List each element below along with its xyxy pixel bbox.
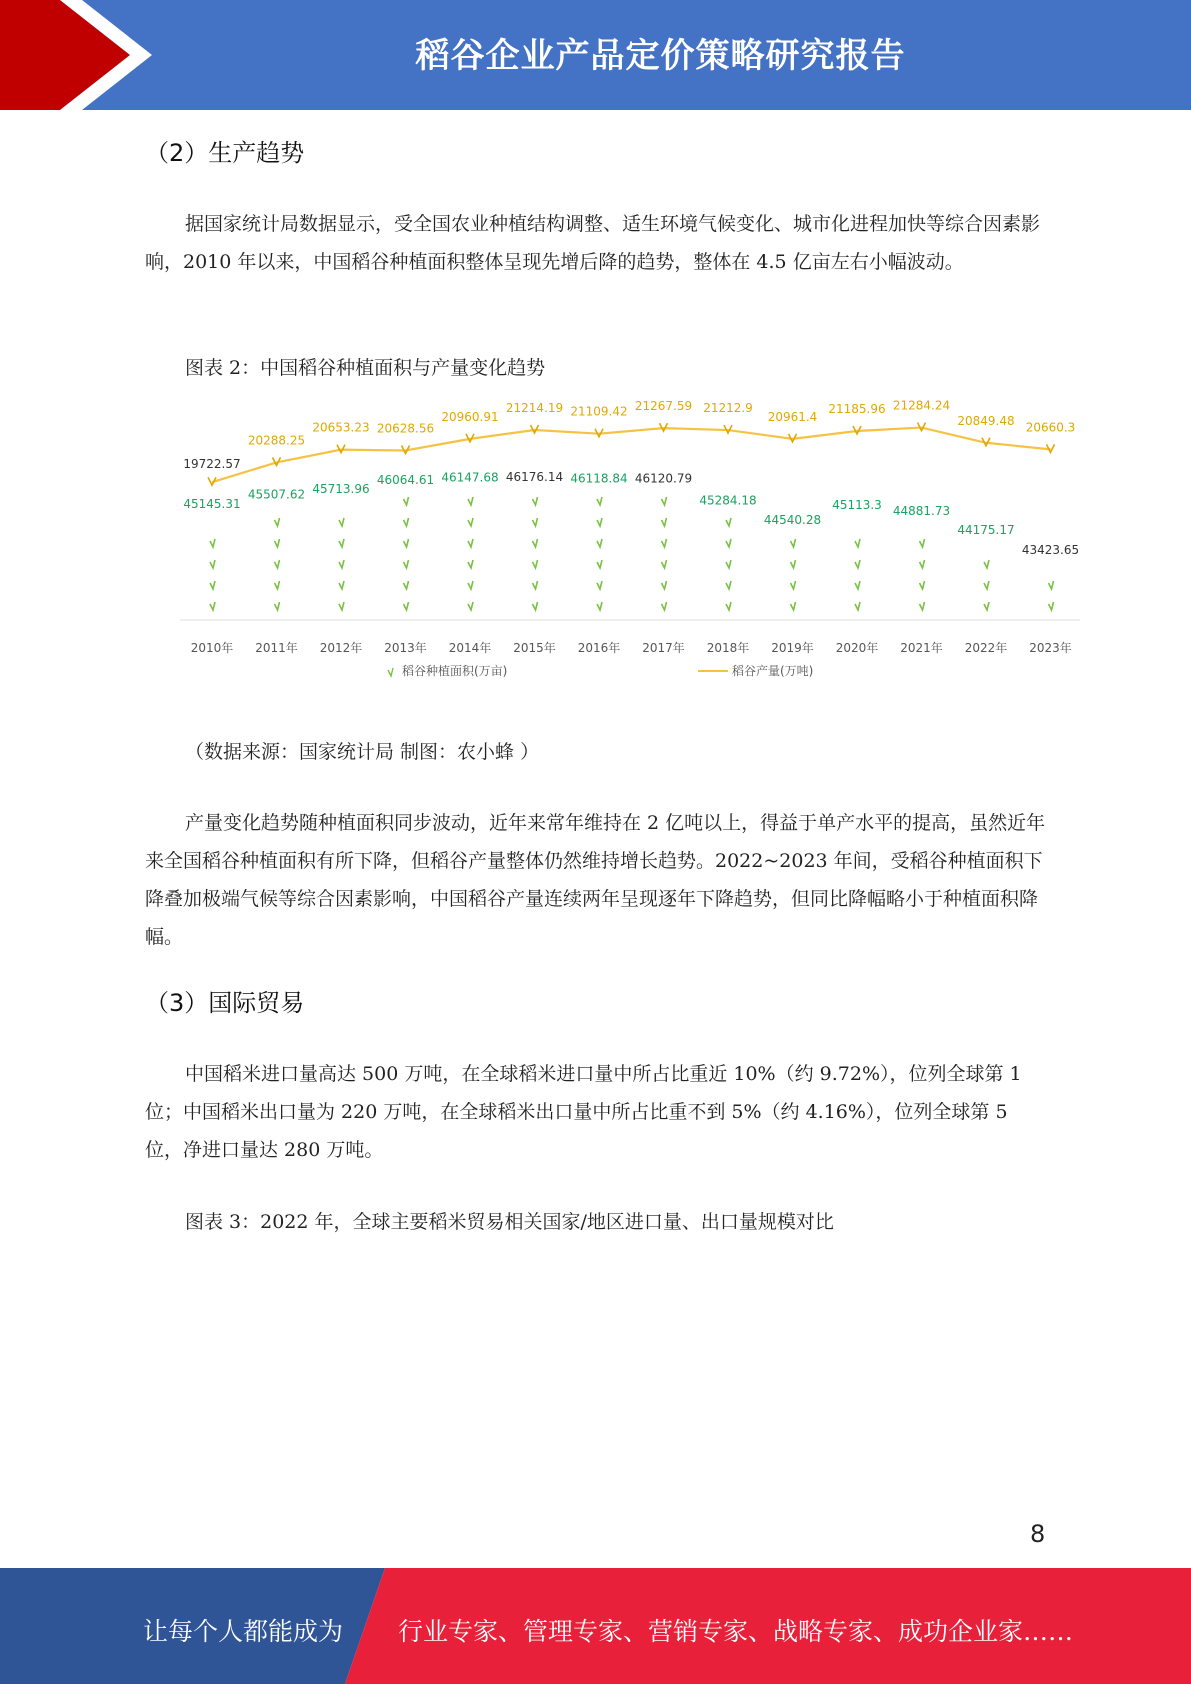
area-data-label: 45507.62 — [247, 487, 306, 502]
x-tick-label: 2013年 — [384, 641, 427, 655]
x-tick-label: 2015年 — [513, 641, 556, 655]
x-tick-label: 2010年 — [190, 641, 234, 655]
area-bar-mark — [662, 602, 667, 610]
area-data-label: 46120.79 — [634, 471, 693, 486]
x-tick-label: 2018年 — [706, 641, 750, 655]
area-data-label: 46176.14 — [505, 469, 564, 484]
production-data-label: 21185.96 — [828, 401, 886, 416]
x-tick-label: 2011年 — [255, 641, 298, 655]
production-series-line — [212, 428, 1051, 486]
x-tick-label: 2017年 — [642, 641, 685, 655]
area-bar-mark — [855, 602, 860, 610]
area-bar-mark — [210, 560, 215, 568]
production-data-label: 20288.25 — [247, 433, 306, 448]
production-data-label: 19722.57 — [183, 457, 241, 472]
area-bar-mark — [210, 539, 215, 547]
area-bar-mark — [662, 497, 667, 505]
area-bar-mark — [275, 560, 280, 568]
area-bar-mark — [920, 539, 925, 547]
area-bar-mark — [726, 539, 731, 547]
area-bar-mark — [855, 539, 860, 547]
production-data-label: 20628.56 — [376, 421, 435, 436]
area-data-label: 44175.17 — [957, 522, 1015, 537]
area-bar-mark — [1049, 602, 1054, 610]
x-tick-label: 2014年 — [448, 641, 492, 655]
area-bar-mark — [791, 539, 796, 547]
footer-slogan-left: 让每个人都能成为 — [143, 1617, 344, 1646]
production-data-label: 20960.91 — [441, 409, 499, 424]
production-data-label: 21214.19 — [505, 401, 564, 416]
area-bar-mark — [920, 560, 925, 568]
production-data-label: 21284.24 — [892, 400, 951, 413]
page-header — [0, 0, 1191, 110]
production-data-label: 20653.23 — [312, 420, 370, 435]
area-bar-mark — [597, 560, 602, 568]
area-bar-mark — [662, 518, 667, 526]
area-data-label: 45713.96 — [312, 482, 370, 497]
area-bar-mark — [468, 602, 473, 610]
production-data-label: 20961.4 — [767, 409, 818, 424]
area-bar-mark — [468, 539, 473, 547]
paragraph-output-trend: 产量变化趋势随种植面积同步波动，近年来常年维持在 2 亿吨以上，得益于单产水平的提高，虽然近年来全国稻谷种植面积有所下降，但稻谷产量整体仍然维持增长趋势。2022~2023 年间，受稻谷种植面积下降叠加极端气候等综合因素影响，中国稻谷产量连续两年呈现逐年下降趋势，但同比降幅略小于种植面积降幅。 — [145, 812, 1046, 948]
production-data-label: 20849.48 — [957, 413, 1015, 428]
area-bar-mark — [275, 518, 280, 526]
area-bar-mark — [791, 602, 796, 610]
area-bar-mark — [597, 602, 602, 610]
area-bar-mark — [855, 560, 860, 568]
area-bar-mark — [920, 602, 925, 610]
area-bar-mark — [468, 518, 473, 526]
figure-caption-2: 图表 2：中国稻谷种植面积与产量变化趋势 — [185, 357, 546, 379]
area-bar-mark — [597, 539, 602, 547]
x-tick-label: 2021年 — [900, 641, 943, 655]
area-data-label: 44881.73 — [892, 504, 951, 519]
area-data-label: 45145.31 — [183, 497, 241, 512]
area-bar-mark — [726, 560, 731, 568]
area-bar-mark — [726, 581, 731, 589]
area-bar-mark — [791, 560, 796, 568]
area-bar-mark — [533, 560, 538, 568]
area-bar-mark — [275, 539, 280, 547]
area-bar-mark — [533, 497, 538, 505]
area-bar-mark — [468, 581, 473, 589]
area-bar-mark — [662, 539, 667, 547]
area-bar-mark — [726, 518, 731, 526]
section-heading-international-trade: （3）国际贸易 — [145, 989, 305, 1017]
area-data-label: 43423.65 — [1021, 542, 1080, 557]
page-footer — [0, 1568, 1191, 1684]
area-bar-mark — [726, 602, 731, 610]
area-bar-mark — [791, 581, 796, 589]
area-bar-mark — [597, 581, 602, 589]
x-tick-label: 2016年 — [577, 641, 621, 655]
area-data-label: 44540.28 — [763, 513, 822, 528]
area-bar-mark — [1049, 581, 1054, 589]
production-data-label: 21109.42 — [570, 404, 628, 419]
area-bar-mark — [984, 560, 989, 568]
figure-caption-3: 图表 3：2022 年，全球主要稻米贸易相关国家/地区进口量、出口量规模对比 — [185, 1211, 834, 1233]
paragraph-production-intro: 据国家统计局数据显示，受全国农业种植结构调整、适生环境气候变化、城市化进程加快等综合因素影响，2010 年以来，中国稻谷种植面积整体呈现先增后降的趋势，整体在 4.5 亿亩左右小幅波动。 — [145, 213, 1041, 273]
area-bar-mark — [984, 581, 989, 589]
area-bar-mark — [597, 518, 602, 526]
x-tick-label: 2022年 — [964, 641, 1008, 655]
production-data-label: 21212.9 — [703, 401, 753, 416]
area-data-label: 45113.3 — [832, 498, 882, 513]
area-data-label: 46118.84 — [570, 471, 628, 486]
area-bar-mark — [468, 560, 473, 568]
area-bar-mark — [404, 539, 409, 547]
area-bar-mark — [339, 518, 344, 526]
x-tick-label: 2012年 — [319, 641, 363, 655]
area-bar-mark — [339, 602, 344, 610]
area-bar-mark — [533, 518, 538, 526]
legend-production-label: 稻谷产量(万吨) — [732, 664, 814, 678]
area-bar-mark — [984, 602, 989, 610]
area-bar-mark — [855, 581, 860, 589]
area-data-label: 46147.68 — [441, 470, 499, 485]
x-tick-label: 2019年 — [771, 641, 814, 655]
x-tick-label: 2023年 — [1029, 641, 1072, 655]
area-bar-mark — [920, 581, 925, 589]
paragraph-trade: 中国稻米进口量高达 500 万吨，在全球稻米进口量中所占比重近 10%（约 9.72%），位列全球第 1 位；中国稻米出口量为 220 万吨，在全球稻米出口量中所占比重不到 5%（约 4.16%），位列全球第 5 位，净进口量达 280 万吨。 — [145, 1063, 1022, 1161]
legend-area-swatch — [388, 668, 393, 676]
area-bar-mark — [533, 602, 538, 610]
report-title: 稻谷企业产品定价策略研究报告 — [415, 36, 906, 76]
chart-svg — [170, 400, 1090, 710]
x-tick-label: 2020年 — [835, 641, 879, 655]
area-bar-mark — [275, 602, 280, 610]
area-data-label: 45284.18 — [699, 493, 757, 508]
area-data-label: 46064.61 — [376, 472, 435, 487]
area-bar-mark — [662, 560, 667, 568]
section-heading-production-trend: （2）生产趋势 — [145, 139, 305, 167]
area-bar-mark — [275, 581, 280, 589]
area-bar-mark — [404, 518, 409, 526]
area-bar-mark — [339, 581, 344, 589]
footer-slogan-right: 行业专家、管理专家、营销专家、战略专家、成功企业家…… — [398, 1617, 1074, 1646]
production-data-label: 21267.59 — [634, 400, 693, 414]
area-bar-mark — [339, 539, 344, 547]
area-bar-mark — [597, 497, 602, 505]
legend-area-label: 稻谷种植面积(万亩) — [402, 664, 508, 678]
area-bar-mark — [533, 581, 538, 589]
area-bar-mark — [533, 539, 538, 547]
area-bar-mark — [210, 602, 215, 610]
area-bar-mark — [404, 560, 409, 568]
area-bar-mark — [468, 497, 473, 505]
area-bar-mark — [404, 581, 409, 589]
area-bar-mark — [404, 497, 409, 505]
area-bar-mark — [339, 560, 344, 568]
production-data-label: 20660.3 — [1025, 420, 1076, 435]
page-number: 8 — [1030, 1520, 1046, 1548]
area-bar-mark — [404, 602, 409, 610]
area-bar-mark — [662, 581, 667, 589]
data-source-note: （数据来源：国家统计局 制图：农小蜂 ） — [185, 741, 540, 763]
rice-area-output-chart — [170, 400, 1090, 710]
area-bar-mark — [210, 581, 215, 589]
